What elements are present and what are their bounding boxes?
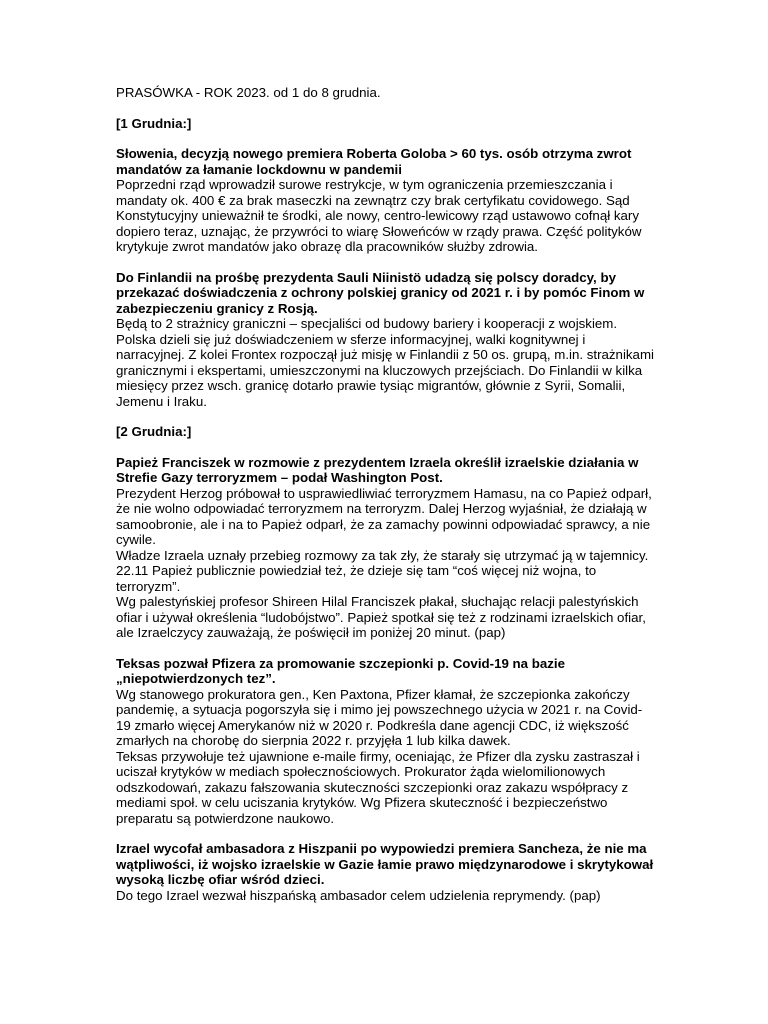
news-article (116, 455, 656, 641)
article-paragraph: Będą to 2 strażnicy graniczni – specjaliści od budowy bariery i kooperacji z wojskiem. Polska dzieli się już doświadczeniem w sferze informacyjnej, walki kognitywnej i narracyjnej. Z kolei Frontex rozpoczął już misję w Finlandii z 50 os. grupą, m.in. strażnikami granicznymi i ekspertami, umieszczonymi na kluczowych przejściach. Do Finlandii w kilka miesięcy przez wsch. granicę dotarło prawie tysiąc migrantów, głównie z Syrii, Somalii, Jemenu i Iraku. (116, 316, 654, 409)
article-paragraph: Teksas przywołuje też ujawnione e-maile firmy, oceniając, że Pfizer dla zysku zastraszał i uciszał krytyków w mediach społecznościowych. Prokurator żąda wielomilionowych odszkodowań, zakazu fałszowania skuteczności szczepionki oraz zakazu współpracy z mediami społ. w celu uciszania krytyków. Wg Pfizera skuteczność i bezpieczeństwo preparatu są potwierdzone naukowo. (116, 748, 640, 826)
document-title: PRASÓWKA - ROK 2023. od 1 do 8 grudnia. (116, 85, 381, 100)
news-article (116, 656, 656, 827)
article-headline: Papież Franciszek w rozmowie z prezydentem Izraela określił izraelskie działania w Strefie Gazy terroryzmem – podał Washington Post. (116, 454, 639, 485)
news-article (116, 841, 656, 903)
news-article (116, 270, 656, 410)
date-section (116, 424, 656, 903)
article-paragraph: Wg stanowego prokuratora gen., Ken Paxtona, Pfizer kłamał, że szczepionka zakończy pandemię, a sytuacja pogorszyła się i mimo jej powszechnego użycia w 2021 r. na Covid-19 zmarło więcej Amerykanów niż w 2020 r. Podkreśla dane agencji CDC, iż większość zmarłych na chorobę do sierpnia 2022 r. przyjęła 1 lub kilka dawek. (116, 686, 643, 748)
article-headline: Izrael wycofał ambasadora z Hiszpanii po wypowiedzi premiera Sancheza, że nie ma wątpliwości, iż wojsko izraelskie w Gazie łamie prawo międzynarodowe i skrytykował wysoką liczbę ofiar wśród dzieci. (116, 841, 654, 887)
article-headline: Do Finlandii na prośbę prezydenta Sauli Niinistö udadzą się polscy doradcy, by przekazać doświadczenia z ochrony polskiej granicy od 2021 r. i by pomóc Finom w zabezpieczeniu granicy z Rosją. (116, 269, 645, 316)
article-paragraph: Prezydent Herzog próbował to usprawiedliwiać terroryzmem Hamasu, na co Papież odparł, że nie wolno odpowiadać terroryzmem na terroryzm. Dalej Herzog wyjaśniał, że działają w samoobronie, ale i na to Papież odparł, że za zamachy powinni odpowiadać sprawcy, a nie cywile. (116, 485, 652, 547)
article-headline: Teksas pozwał Pfizera za promowanie szczepionki p. Covid-19 na bazie „niepotwierdzonych tez”. (116, 655, 566, 686)
date-section (116, 116, 656, 410)
news-article (116, 146, 656, 255)
document-page (116, 85, 656, 918)
article-paragraph: Poprzedni rząd wprowadził surowe restrykcje, w tym ograniczenia przemieszczania i mandaty ok. 400 € za brak maseczki na zewnątrz czy brak certyfikatu covidowego. Sąd Konstytucyjny unieważnił te środki, ale nowy, centro-lewicowy rząd ustawowo cofnął kary dopiero teraz, uznając, że przywróci to wiarę Słoweńców w rządy prawa. Część polityków krytykuje zwrot mandatów jako obrazę dla pracowników służby zdrowia. (116, 177, 642, 254)
article-paragraph: Władze Izraela uznały przebieg rozmowy za tak zły, że starały się utrzymać ją w tajemnicy. (116, 547, 649, 563)
article-paragraph: Wg palestyńskiej profesor Shireen Hilal Franciszek płakał, słuchając relacji palestyńskich ofiar i używał określenia “ludobójstwo”. Papież spotkał się też z rodzinami izraelskich ofiar, ale Izraelczycy zauważają, że poświęcił im poniżej 20 minut. (pap) (116, 594, 646, 640)
article-paragraph: 22.11 Papież publicznie powiedział też, że dzieje się tam “coś więcej niż wojna, to terroryzm”. (116, 563, 597, 594)
article-headline: Słowenia, decyzją nowego premiera Roberta Goloba > 60 tys. osób otrzyma zwrot mandatów za łamanie lockdownu w pandemii (116, 146, 632, 177)
date-heading: [1 Grudnia:] (116, 115, 192, 131)
date-heading: [2 Grudnia:] (116, 424, 192, 439)
article-paragraph: Do tego Izrael wezwał hiszpańską ambasador celem udzielenia reprymendy. (pap) (116, 887, 601, 903)
